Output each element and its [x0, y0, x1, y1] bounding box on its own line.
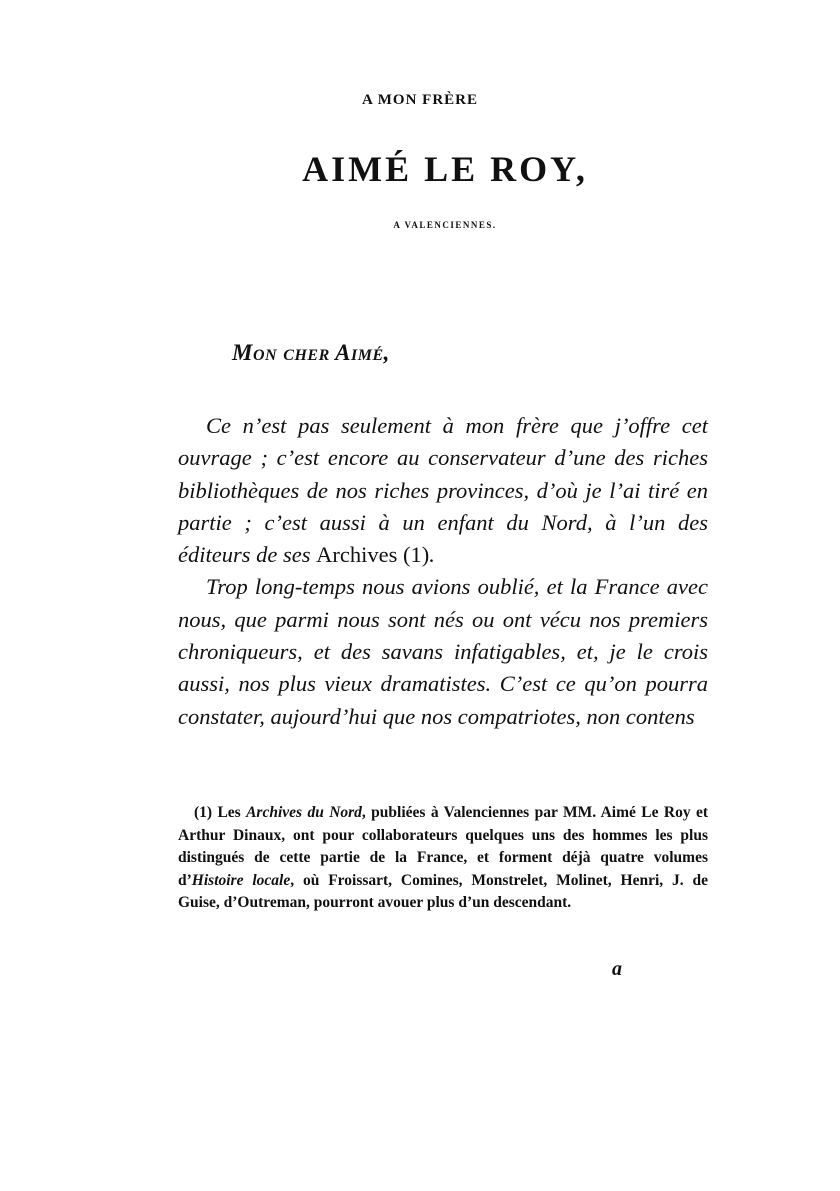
- footnote-title-archives: Archives du Nord: [246, 804, 362, 821]
- dedication-line: A MON FRÈRE: [362, 92, 478, 108]
- footnote-text-1: , publiées à Valenciennes par MM. Aimé Le Roy et Arthur Dinaux, ont pour collaborateurs quelques uns des hommes les plus distingués de cette partie de la France, et forment déjà quatre volumes d’: [178, 804, 708, 889]
- dedicatee-name: AIMÉ LE ROY,: [302, 149, 588, 189]
- letter-paragraph-2: Trop long-temps nous avions oublié, et la France avec nous, que parmi nous sont nés ou ont vécu nos premiers chroniqueurs, et des savans infatigables, et, je le crois aussi, nos plus vieux dramatistes. C’est ce qu’on pourra constater, aujourd’hui que nos compatriotes, non contens: [178, 574, 708, 729]
- signature-mark: a: [612, 958, 622, 980]
- footnote: [178, 802, 708, 915]
- footnote-marker: (1) Les: [194, 804, 247, 821]
- paragraph-1-end: .: [429, 542, 435, 568]
- footnote-text-2: , où Froissart, Comines, Monstrelet, Molinet, Henri, J. de Guise, d’Outreman, pourront avouer plus d’un descendant.: [178, 871, 708, 911]
- footnote-title-histoire: Histoire locale: [191, 871, 291, 889]
- letter-body: [178, 410, 708, 733]
- footnote-paragraph: [178, 802, 708, 915]
- letter-paragraph-1: [178, 410, 708, 571]
- paragraph-1-text: Ce n’est pas seulement à mon frère que j’offre cet ouvrage ; c’est encore au conservateur d’une des riches bibliothèques de nos riches provinces, d’où je l’ai tiré en partie ; c’est aussi à un enfant du Nord, à l’un des éditeurs de ses: [178, 413, 708, 568]
- letter-salutation: Mon cher Aimé,: [232, 340, 390, 365]
- archives-reference: Archives (1): [316, 542, 430, 568]
- dedicatee-place: A VALENCIENNES.: [393, 220, 497, 230]
